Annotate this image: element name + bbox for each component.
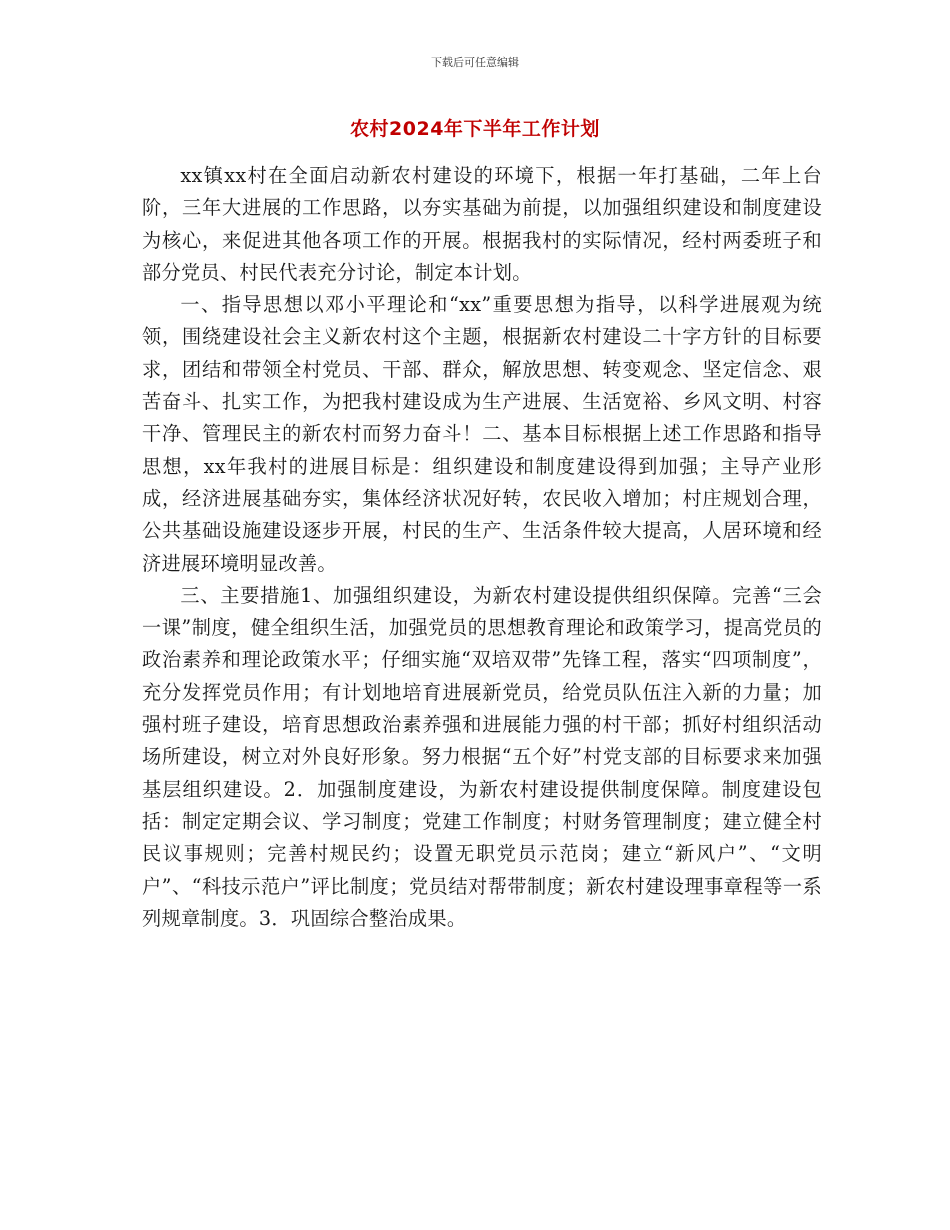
- paragraph-intro: xx镇xx村在全面启动新农村建设的环境下，根据一年打基础，二年上台阶，三年大进展的工作思路，以夯实基础为前提，以加强组织建设和制度建设为核心，来促进其他各项工作的开展。根据我村的实际情况，经村两委班子和部分党员、村民代表充分讨论，制定本计划。: [142, 164, 822, 284]
- paragraph-main-measures: 三、主要措施1、加强组织建设，为新农村建设提供组织保障。完善“三会一课”制度，健全组织生活，加强党员的思想教育理论和政策学习，提高党员的政治素养和理论政策水平；仔细实施“双培双带”先锋工程，落实“四项制度”，充分发挥党员作用；有计划地培育进展新党员，给党员队伍注入新的力量；加强村班子建设，培育思想政治素养强和进展能力强的村干部；抓好村组织活动场所建设，树立对外良好形象。努力根据“五个好”村党支部的目标要求来加强基层组织建设。2．加强制度建设，为新农村建设提供制度保障。制度建设包括：制定定期会议、学习制度；党建工作制度；村财务管理制度；建立健全村民议事规则；完善村规民约；设置无职党员示范岗；建立“新风户”、“文明户”、“科技示范户”评比制度；党员结对帮带制度；新农村建设理事章程等一系列规章制度。3．巩固综合整治成果。: [142, 583, 822, 930]
- header-note: 下载后可任意编辑: [431, 56, 519, 69]
- document-body: [142, 160, 822, 935]
- paragraph-guiding-goals: 一、指导思想以邓小平理论和“xx”重要思想为指导，以科学进展观为统领，围绕建设社会主义新农村这个主题，根据新农村建设二十字方针的目标要求，团结和带领全村党员、干部、群众，解放思想、转变观念、坚定信念、艰苦奋斗、扎实工作，为把我村建设成为生产进展、生活宽裕、乡风文明、村容干净、管理民主的新农村而努力奋斗！二、基本目标根据上述工作思路和指导思想，xx年我村的进展目标是：组织建设和制度建设得到加强；主导产业形成，经济进展基础夯实，集体经济状况好转，农民收入增加；村庄规划合理，公共基础设施建设逐步开展，村民的生产、生活条件较大提高，人居环境和经济进展环境明显改善。: [142, 293, 822, 575]
- document-title: 农村2024年下半年工作计划: [350, 118, 600, 140]
